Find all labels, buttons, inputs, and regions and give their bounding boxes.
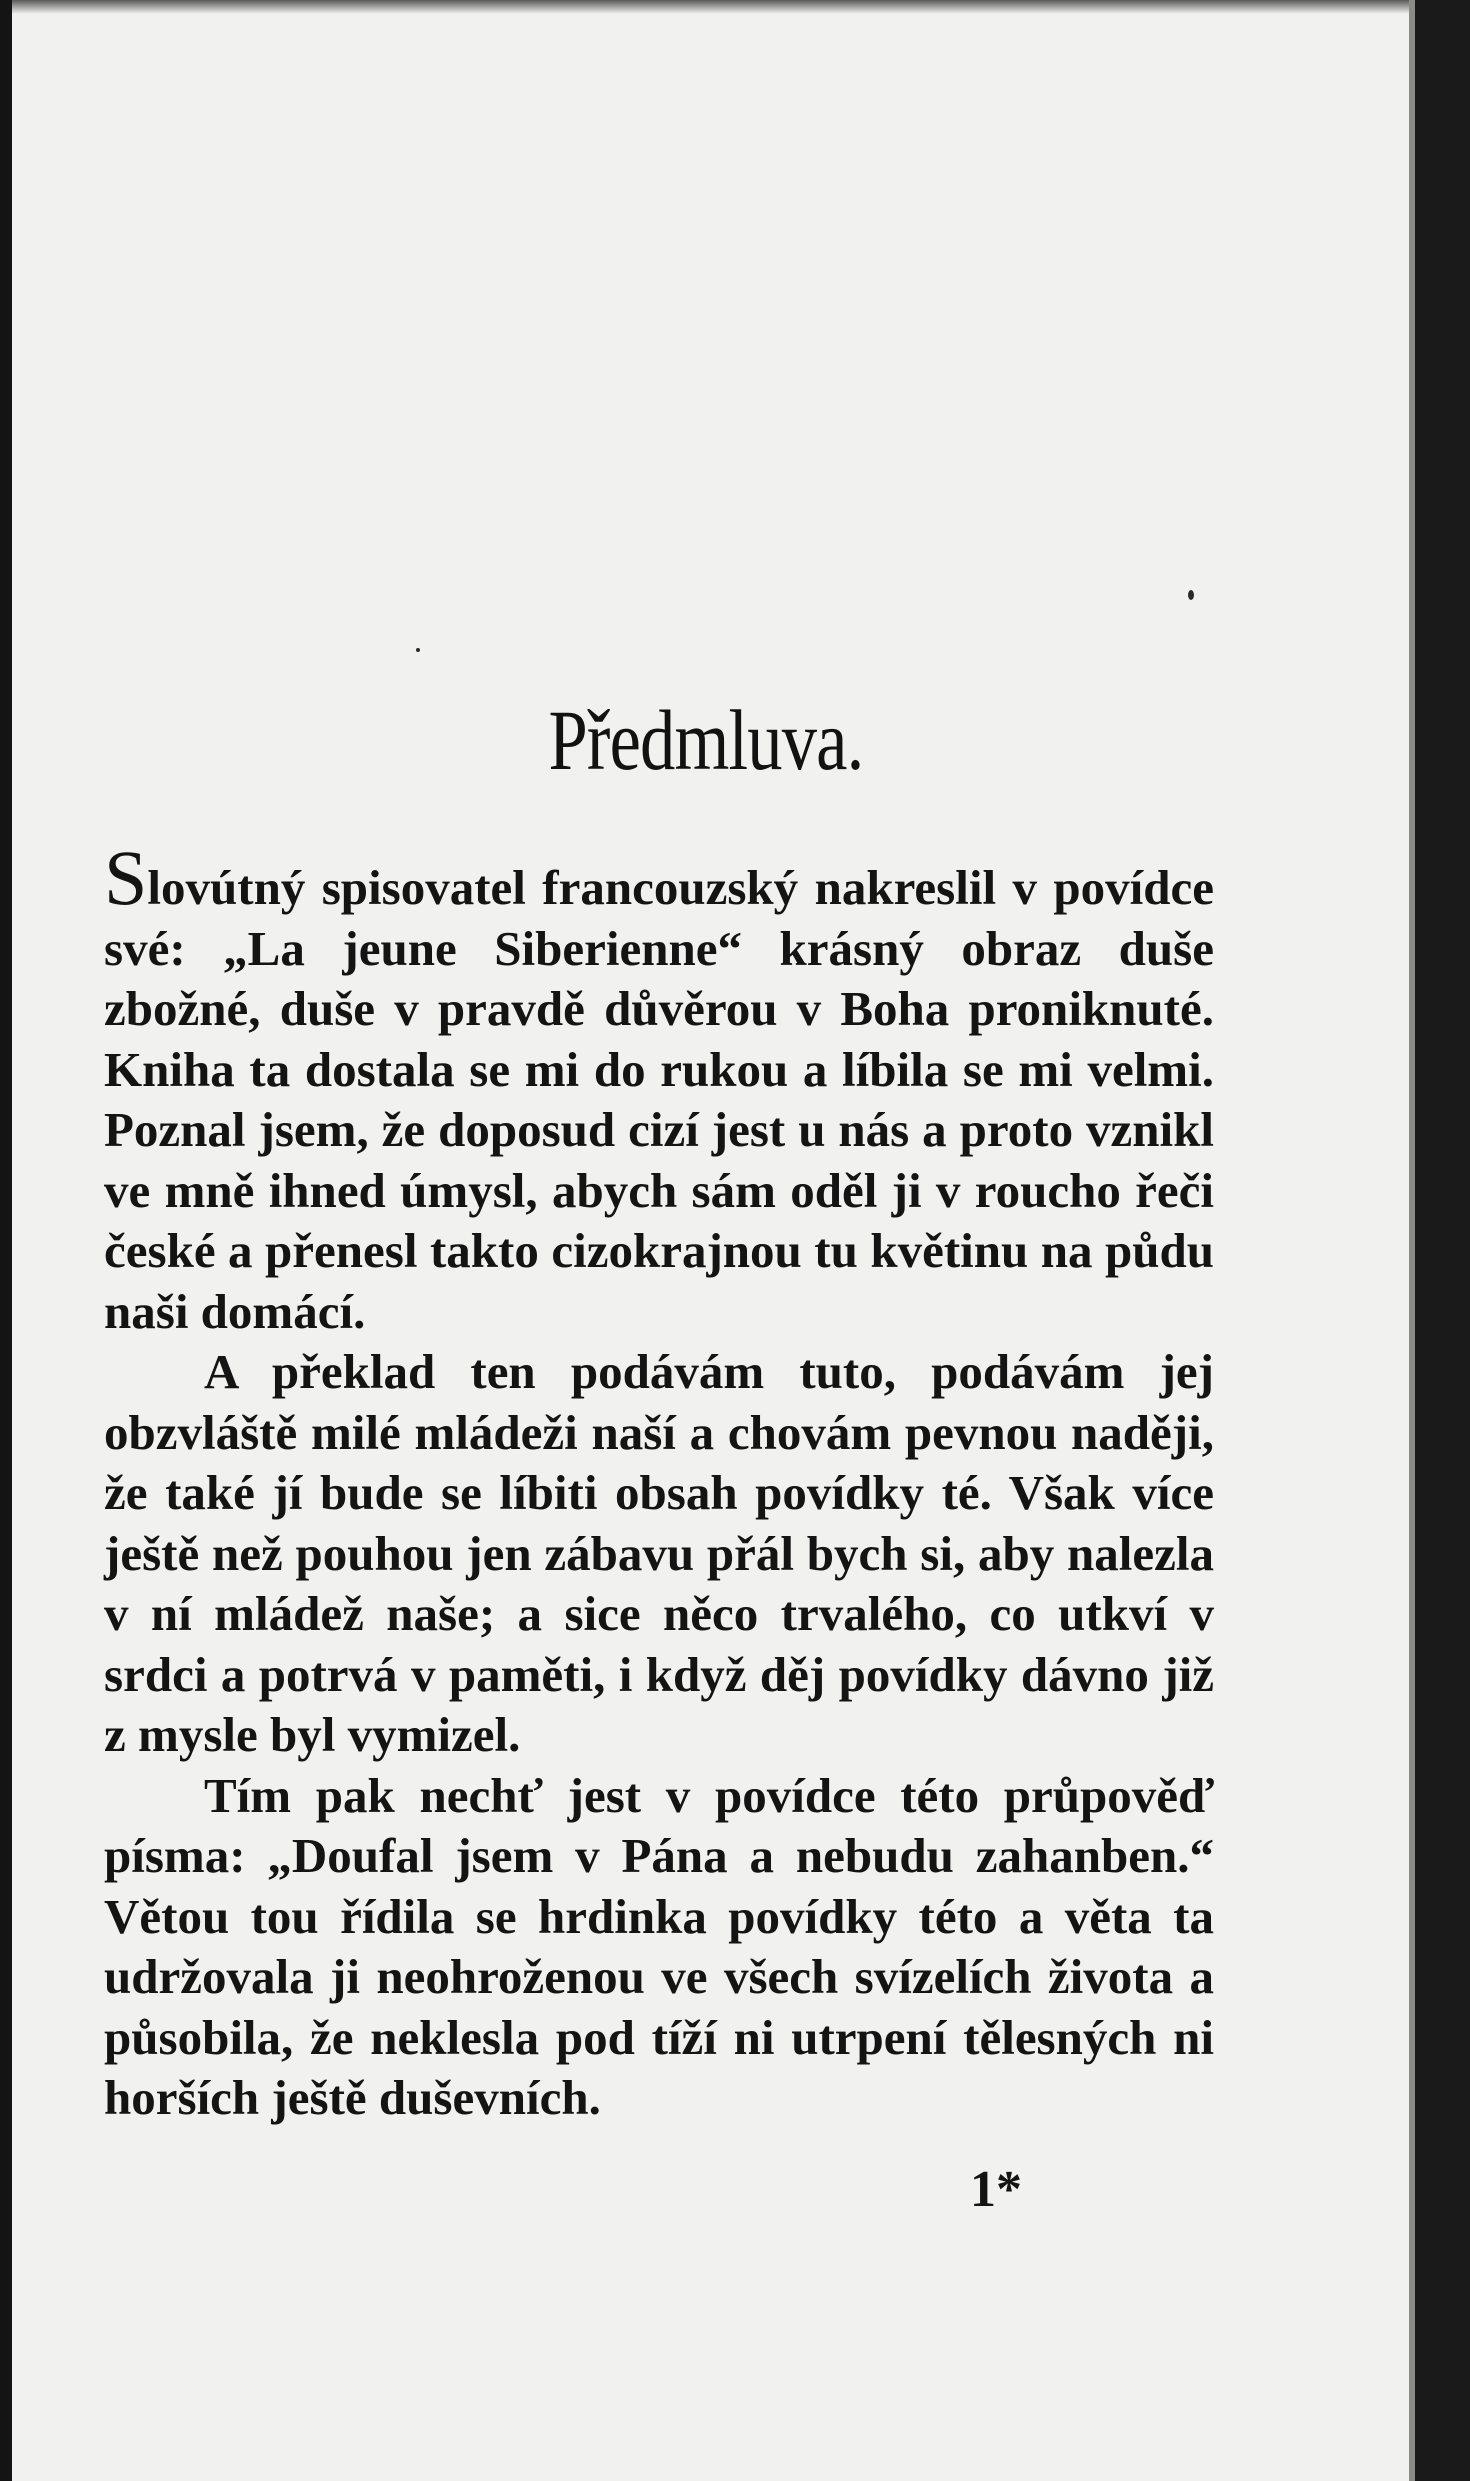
body-text: [104, 834, 1214, 2129]
binding-right-edge: [1415, 0, 1470, 2481]
scan-top-edge: [12, 0, 1412, 14]
page-number: 1*: [970, 2161, 1022, 2218]
paragraph: A překlad ten podávám tuto, podávám jej obzvláště milé mládeži naší a chovám pevnou naději, že také jí bude se líbiti obsah povídky té. Však více ještě než pouhou jen zábavu přál bych si, aby nalezla v ní mládež naše; a sice něco trvalého, co utkví v srdci a potrvá v paměti, i když děj povídky dávno již z mysle byl vymizel.: [104, 1344, 1214, 1762]
ink-speck: [1188, 590, 1194, 600]
ink-speck: [416, 648, 420, 652]
drop-cap: S: [104, 834, 148, 921]
paragraph: [104, 834, 1214, 1342]
binding-left-edge: [0, 0, 12, 2481]
paragraph-text: lovútný spisovatel francouzský nakreslil v povídce své: „La jeune Siberienne“ krásný obraz duše zbožné, duše v pravdě důvěrou v Boha proniknuté. Kniha ta dostala se mi do rukou a líbila se mi velmi. Poznal jsem, že doposud cizí jest u nás a proto vznikl ve mně ihned úmysl, abych sám oděl ji v roucho řeči české a přenesl takto cizokrajnou tu květinu na půdu naši domácí.: [104, 860, 1214, 1339]
page-title: Předmluva.: [548, 692, 864, 788]
paragraph: Tím pak nechť jest v povídce této průpověď písma: „Doufal jsem v Pána a nebudu zahanben.“ Větou tou řídila se hrdinka povídky této a věta ta udržovala ji neohroženou ve všech svízelích života a působila, že neklesla pod tíží ni utrpení tělesných ni horších ještě duševních.: [104, 1767, 1214, 2125]
